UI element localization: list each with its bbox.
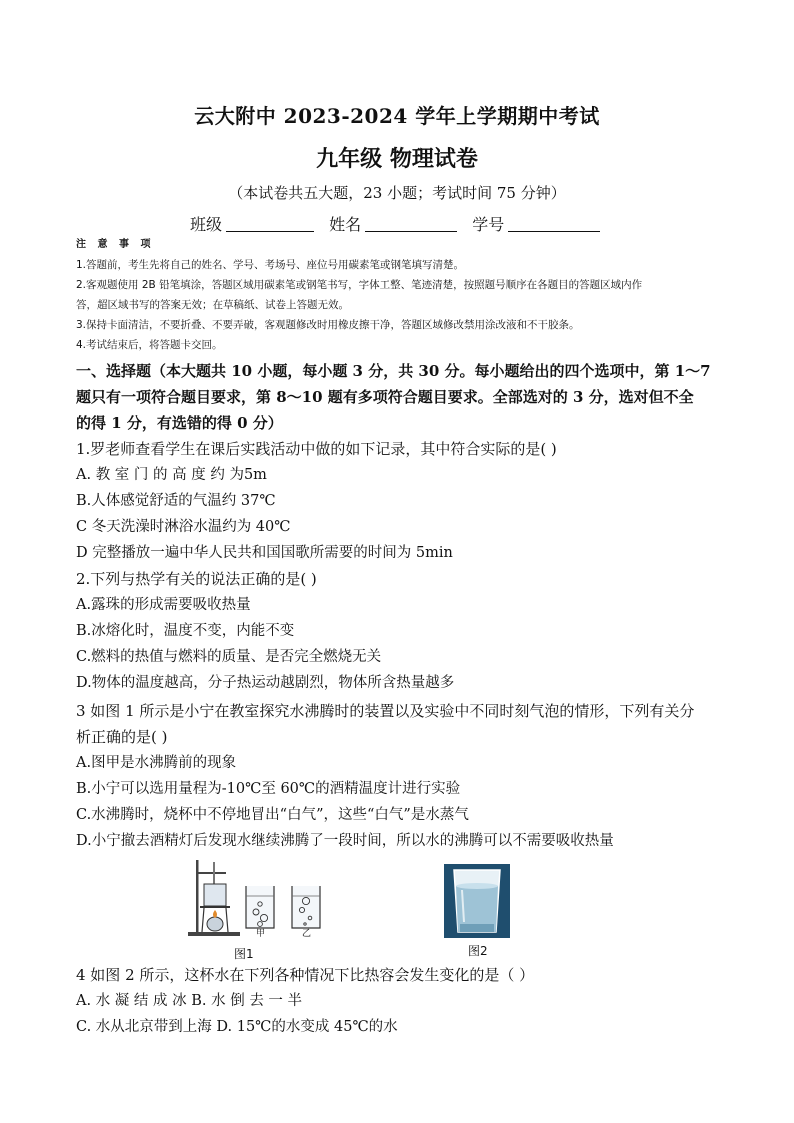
q3-stem-line1: 3 如图 1 所示是小宁在教室探究水沸腾时的装置以及实验中不同时刻气泡的情形，下列有关分 (76, 702, 695, 720)
student-info-line (190, 212, 610, 235)
figure-1-label-yi: 乙 (302, 929, 312, 939)
q1-stem: 1.罗老师查看学生在课后实践活动中做的如下记录，其中符合实际的是( ) (76, 440, 557, 458)
exam-note: （本试卷共五大题，23 小题；考试时间 75 分钟） (228, 184, 566, 202)
q3-option-b: B.小宁可以选用量程为-10℃至 60℃的酒精温度计进行实验 (76, 781, 461, 797)
name-label: 姓名 (329, 215, 362, 234)
section-heading-line3: 的得 1 分，有选错的得 0 分） (76, 414, 283, 432)
name-blank (365, 215, 457, 232)
q1-option-c: C 冬天洗澡时淋浴水温约为 40℃ (76, 519, 291, 535)
section-heading-line1: 一、选择题（本大题共 10 小题，每小题 3 分，共 30 分。每小题给出的四个选项中，第 1～7 (76, 362, 711, 380)
class-label: 班级 (190, 215, 223, 234)
q1-option-a: A. 教 室 门 的 高 度 约 为5m (76, 467, 267, 483)
figure-2-glass-of-water (444, 864, 510, 938)
note-item: 3.保持卡面清洁，不要折叠、不要弄破，客观题修改时用橡皮擦干净，答题区域修改禁用涂改液和不干胶条。 (76, 319, 580, 331)
q1-option-b: B.人体感觉舒适的气温约 37℃ (76, 493, 276, 509)
notes-block (76, 235, 726, 355)
exam-subtitle: 九年级 物理试卷 (316, 146, 478, 172)
figure-1-label-jia: 甲 (256, 929, 266, 939)
id-blank (508, 215, 600, 232)
q3-option-d: D.小宁撤去酒精灯后发现水继续沸腾了一段时间，所以水的沸腾可以不需要吸收热量 (76, 833, 614, 849)
section-heading-line2: 题只有一项符合题目要求，第 8～10 题有多项符合题目要求。全部选对的 3 分，选对但不全 (76, 388, 694, 406)
id-label: 学号 (472, 215, 505, 234)
q4-options-ab: A. 水 凝 结 成 冰 B. 水 倒 去 一 半 (76, 993, 303, 1009)
q2-stem: 2.下列与热学有关的说法正确的是( ) (76, 570, 317, 588)
q2-option-b: B.冰熔化时，温度不变，内能不变 (76, 623, 295, 639)
q3-option-a: A.图甲是水沸腾前的现象 (76, 755, 237, 771)
note-item: 1.答题前，考生先将自己的姓名、学号、考场号、座位号用碳素笔或钢笔填写清楚。 (76, 259, 465, 271)
class-blank (226, 215, 314, 232)
note-item: 答，超区域书写的答案无效；在草稿纸、试卷上答题无效。 (76, 299, 349, 311)
q2-option-a: A.露珠的形成需要吸收热量 (76, 597, 251, 613)
note-item: 4.考试结束后，将答题卡交回。 (76, 339, 223, 351)
exam-title: 云大附中 2023-2024 学年上学期期中考试 (194, 104, 600, 128)
figure-2-caption: 图2 (468, 944, 488, 958)
q4-stem: 4 如图 2 所示，这杯水在下列各种情况下比热容会发生变化的是（ ） (76, 966, 535, 984)
q3-option-c: C.水沸腾时，烧杯中不停地冒出“白气”，这些“白气”是水蒸气 (76, 807, 469, 823)
q3-stem-line2: 析正确的是( ) (76, 728, 168, 746)
notes-heading: 注 意 事 项 (76, 239, 155, 250)
q2-option-d: D.物体的温度越高，分子热运动越剧烈，物体所含热量越多 (76, 675, 455, 691)
q1-option-d: D 完整播放一遍中华人民共和国国歌所需要的时间为 5min (76, 545, 453, 561)
note-item: 2.客观题使用 2B 铅笔填涂，答题区域用碳素笔或钢笔书写，字体工整、笔迹清楚，按照题号顺序在各题目的答题区域内作 (76, 279, 643, 291)
q4-options-cd: C. 水从北京带到上海 D. 15℃的水变成 45℃的水 (76, 1019, 398, 1035)
figure-1-caption: 图1 (234, 947, 254, 961)
q2-option-c: C.燃料的热值与燃料的质量、是否完全燃烧无关 (76, 649, 382, 665)
